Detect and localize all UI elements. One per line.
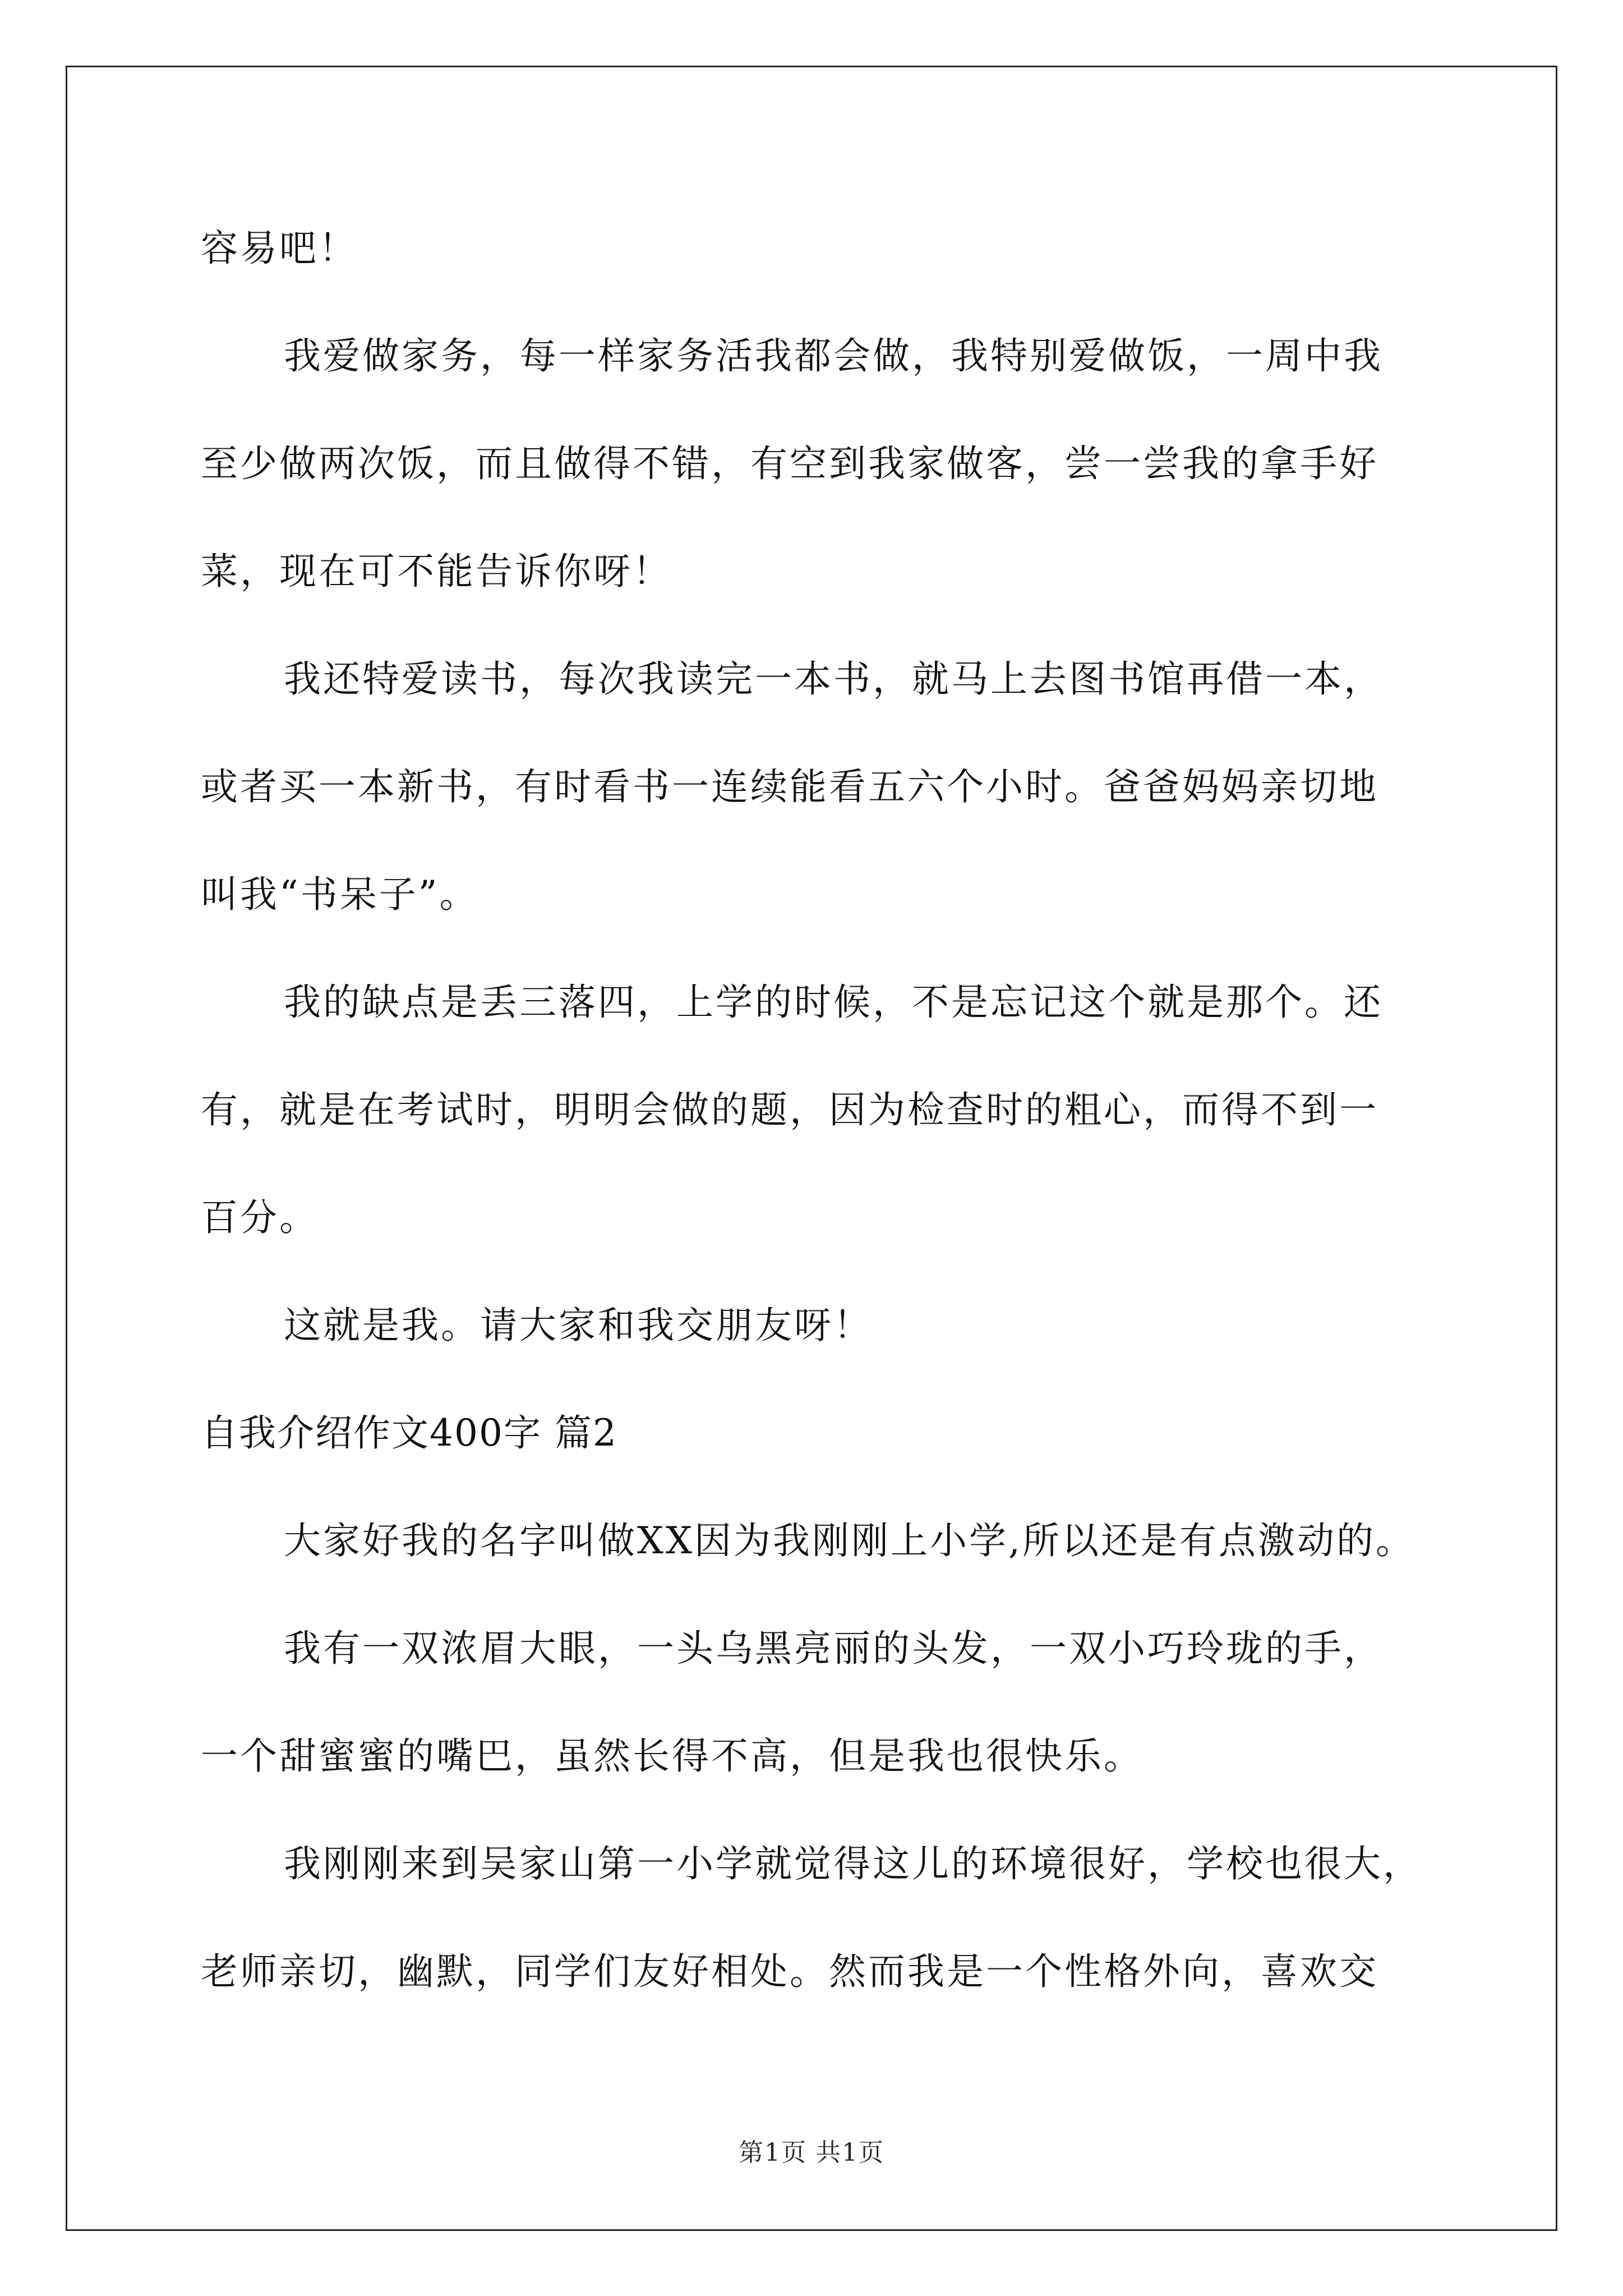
paragraph-line: 这就是我。请大家和我交朋友呀！	[284, 1304, 873, 1347]
text-line: 或者买一本新书，有时看书一连续能看五六个小时。爸爸妈妈亲切地	[201, 765, 1378, 808]
page-number-footer: 第1页 共1页	[739, 2138, 884, 2167]
text-line: 菜，现在可不能告诉你呀！	[201, 550, 672, 593]
paragraph-line: 我刚刚来到吴家山第一小学就觉得这儿的环境很好，学校也很大，	[284, 1842, 1422, 1885]
text-line: 叫我“书呆子”。	[201, 873, 479, 916]
section-heading: 自我介绍作文400字 篇2	[201, 1411, 617, 1455]
paragraph-line: 大家好我的名字叫做XX因为我刚刚上小学,所以还是有点激动的。	[284, 1519, 1415, 1562]
text-line: 至少做两次饭，而且做得不错，有空到我家做客，尝一尝我的拿手好	[201, 442, 1378, 485]
text-line: 有，就是在考试时，明明会做的题，因为检查时的粗心，而得不到一	[201, 1088, 1378, 1131]
text-line: 百分。	[201, 1196, 319, 1239]
text-line: 一个甜蜜蜜的嘴巴，虽然长得不高，但是我也很快乐。	[201, 1734, 1143, 1778]
text-line: 老师亲切，幽默，同学们友好相处。然而我是一个性格外向，喜欢交	[201, 1950, 1378, 1993]
paragraph-line: 我的缺点是丢三落四，上学的时候，不是忘记这个就是那个。还	[284, 981, 1383, 1024]
text-line: 容易吧！	[201, 227, 358, 270]
paragraph-line: 我爱做家务，每一样家务活我都会做，我特别爱做饭，一周中我	[284, 334, 1383, 378]
document-body	[201, 215, 1429, 2046]
paragraph-line: 我还特爱读书，每次我读完一本书，就马上去图书馆再借一本，	[284, 657, 1383, 701]
paragraph-line: 我有一双浓眉大眼，一头乌黑亮丽的头发，一双小巧玲珑的手，	[284, 1627, 1383, 1670]
